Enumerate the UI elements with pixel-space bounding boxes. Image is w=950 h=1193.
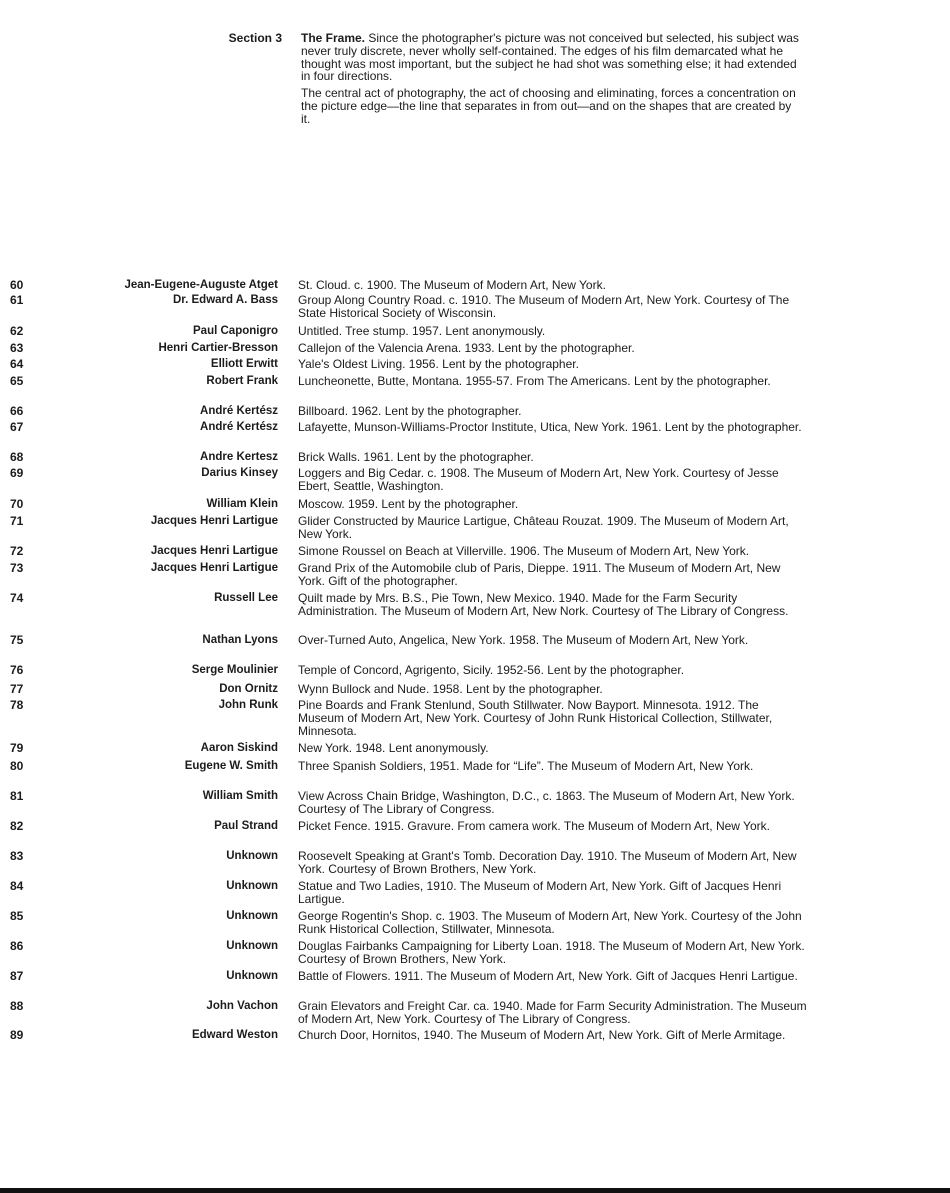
artist-name: Darius Kinsey (201, 467, 278, 479)
artist-name: Paul Caponigro (193, 325, 278, 337)
exhibit-description: Pine Boards and Frank Stenlund, South Stillwater. Now Bayport. Minnesota. 1912. The Museum of Modern Art, New York. Courtesy of John Runk Historical Collection, Stillwater, Minnesota. (298, 698, 773, 738)
section-intro (301, 32, 801, 130)
exhibit-description: Lafayette, Munson-Williams-Proctor Institute, Utica, New York. 1961. Lent by the photographer. (298, 420, 802, 434)
artist-name: Henri Cartier-Bresson (158, 342, 278, 354)
artist-name: Jean-Eugene-Auguste Atget (124, 279, 278, 291)
artist-name: Unknown (226, 940, 278, 952)
artist-name: Unknown (226, 850, 278, 862)
section-label: Section 3 (228, 31, 282, 45)
exhibit-number: 62 (10, 324, 24, 338)
exhibit-entry (0, 940, 950, 970)
exhibit-number: 70 (10, 497, 24, 511)
artist-name: Paul Strand (214, 820, 278, 832)
artist-name: Nathan Lyons (202, 634, 278, 646)
exhibit-entry (0, 880, 950, 910)
exhibit-description: Luncheonette, Butte, Montana. 1955-57. From The Americans. Lent by the photographer. (298, 374, 771, 388)
artist-name: Dr. Edward A. Bass (172, 294, 278, 306)
artist-name: Jacques Henri Lartigue (150, 545, 278, 557)
exhibit-description: Quilt made by Mrs. B.S., Pie Town, New Mexico. 1940. Made for the Farm Security Administration. The Museum of Modern Art, New Nork. Courtesy of The Library of Congress. (298, 591, 789, 618)
exhibit-description: View Across Chain Bridge, Washington, D.C., c. 1863. The Museum of Modern Art, New York. Courtesy of The Library of Congress. (298, 789, 795, 816)
exhibit-entry (0, 421, 950, 451)
exhibit-description: Temple of Concord, Agrigento, Sicily. 1952-56. Lent by the photographer. (298, 663, 685, 677)
artist-name: John Vachon (206, 1000, 278, 1012)
exhibit-description: Battle of Flowers. 1911. The Museum of Modern Art, New York. Gift of Jacques Henri Lartigue. (298, 969, 798, 983)
exhibit-entry (0, 294, 950, 324)
exhibit-description: Over-Turned Auto, Angelica, New York. 1958. The Museum of Modern Art, New York. (298, 633, 749, 647)
artist-name: André Kertész (200, 405, 278, 417)
artist-name: William Klein (206, 498, 278, 510)
exhibit-number: 67 (10, 420, 24, 434)
exhibit-number: 63 (10, 341, 24, 355)
exhibit-number: 81 (10, 789, 24, 803)
artist-name: Elliott Erwitt (210, 358, 278, 370)
exhibit-number: 68 (10, 450, 24, 464)
exhibit-number: 71 (10, 514, 24, 528)
exhibit-description: Douglas Fairbanks Campaigning for Liberty Loan. 1918. The Museum of Modern Art, New York. Courtesy of Brown Brothers, New York. (298, 939, 805, 966)
exhibit-number: 66 (10, 404, 24, 418)
artist-name: Aaron Siskind (200, 742, 278, 754)
intro-text-1: Since the photographer's picture was not conceived but selected, his subject was never truly discrete, never wholly self-contained. The edges of his film demarcated what he thought was most important, but the subject he had shot was something else; it had extended in four directions. (301, 31, 799, 84)
exhibit-number: 61 (10, 293, 24, 307)
exhibit-description: St. Cloud. c. 1900. The Museum of Modern Art, New York. (298, 278, 606, 292)
exhibit-entry (0, 820, 950, 850)
exhibit-description: Billboard. 1962. Lent by the photographer. (298, 404, 522, 418)
exhibit-number: 79 (10, 741, 24, 755)
exhibit-entry (0, 1029, 950, 1059)
exhibit-number: 82 (10, 819, 24, 833)
exhibit-description: Moscow. 1959. Lent by the photographer. (298, 497, 519, 511)
exhibit-entry (0, 375, 950, 405)
exhibit-description: Simone Roussel on Beach at Villerville. 1906. The Museum of Modern Art, New York. (298, 544, 750, 558)
artist-name: Unknown (226, 970, 278, 982)
exhibit-entry (0, 515, 950, 545)
artist-name: William Smith (202, 790, 278, 802)
exhibit-entry (0, 790, 950, 820)
exhibit-entry (0, 592, 950, 622)
exhibit-description: Loggers and Big Cedar. c. 1908. The Museum of Modern Art, New York. Courtesy of Jesse Ebert, Seattle, Washington. (298, 466, 779, 493)
artist-name: Serge Moulinier (191, 664, 278, 676)
exhibit-number: 72 (10, 544, 24, 558)
intro-paragraph-1 (301, 32, 801, 83)
exhibit-description: Roosevelt Speaking at Grant's Tomb. Decoration Day. 1910. The Museum of Modern Art, New York. Courtesy of Brown Brothers, New York. (298, 849, 797, 876)
exhibit-number: 86 (10, 939, 24, 953)
artist-name: Don Ornitz (219, 683, 278, 695)
artist-name: Unknown (226, 910, 278, 922)
exhibit-description: Grand Prix of the Automobile club of Paris, Dieppe. 1911. The Museum of Modern Art, New York. Gift of the photographer. (298, 561, 781, 588)
exhibit-number: 60 (10, 278, 24, 292)
exhibit-entry (0, 562, 950, 592)
artist-name: Unknown (226, 880, 278, 892)
exhibit-description: George Rogentin's Shop. c. 1903. The Museum of Modern Art, New York. Courtesy of the John Runk Historical Collection, Stillwater, Minnesota. (298, 909, 802, 936)
exhibit-number: 65 (10, 374, 24, 388)
artist-name: André Kertész (200, 421, 278, 433)
exhibit-number: 83 (10, 849, 24, 863)
exhibit-number: 64 (10, 357, 24, 371)
exhibit-number: 73 (10, 561, 24, 575)
exhibit-description: Brick Walls. 1961. Lent by the photographer. (298, 450, 534, 464)
intro-title: The Frame. (301, 31, 366, 45)
exhibit-description: Grain Elevators and Freight Car. ca. 1940. Made for Farm Security Administration. The Museum of Modern Art, New York. Courtesy of The Library of Congress. (298, 999, 807, 1026)
exhibit-description: Callejon of the Valencia Arena. 1933. Lent by the photographer. (298, 341, 635, 355)
artist-name: Edward Weston (191, 1029, 278, 1041)
exhibit-description: Group Along Country Road. c. 1910. The Museum of Modern Art, New York. Courtesy of The State Historical Society of Wisconsin. (298, 293, 790, 320)
exhibit-entry (0, 970, 950, 1000)
exhibit-number: 80 (10, 759, 24, 773)
exhibit-number: 77 (10, 682, 24, 696)
exhibit-entry (0, 910, 950, 940)
exhibit-description: Glider Constructed by Maurice Lartigue, Château Rouzat. 1909. The Museum of Modern Art, New York. (298, 514, 789, 541)
artist-name: Russell Lee (214, 592, 278, 604)
exhibit-description: New York. 1948. Lent anonymously. (298, 741, 489, 755)
exhibit-description: Three Spanish Soldiers, 1951. Made for “Life”. The Museum of Modern Art, New York. (298, 759, 754, 773)
exhibit-number: 69 (10, 466, 24, 480)
artist-name: Jacques Henri Lartigue (150, 515, 278, 527)
exhibit-entry (0, 698, 950, 738)
exhibit-number: 75 (10, 633, 24, 647)
exhibit-entry (0, 467, 950, 497)
exhibit-number: 74 (10, 591, 24, 605)
exhibit-number: 78 (10, 698, 24, 712)
artist-name: Andre Kertesz (200, 451, 278, 463)
exhibit-description: Untitled. Tree stump. 1957. Lent anonymously. (298, 324, 546, 338)
artist-name: Jacques Henri Lartigue (150, 562, 278, 574)
exhibit-number: 89 (10, 1028, 24, 1042)
exhibit-description: Church Door, Hornitos, 1940. The Museum of Modern Art, New York. Gift of Merle Armitage. (298, 1028, 786, 1042)
exhibit-number: 85 (10, 909, 24, 923)
artist-name: Eugene W. Smith (184, 760, 278, 772)
exhibit-number: 76 (10, 663, 24, 677)
exhibit-entry (0, 1000, 950, 1030)
exhibit-entry (0, 760, 950, 790)
exhibit-description: Yale's Oldest Living. 1956. Lent by the photographer. (298, 357, 579, 371)
artist-name: Robert Frank (206, 375, 278, 387)
exhibit-description: Picket Fence. 1915. Gravure. From camera work. The Museum of Modern Art, New York. (298, 819, 770, 833)
exhibit-entry (0, 634, 950, 664)
exhibit-number: 88 (10, 999, 24, 1013)
page-bottom-edge (0, 1188, 950, 1193)
artist-name: John Runk (218, 699, 278, 711)
exhibit-number: 84 (10, 879, 24, 893)
exhibit-number: 87 (10, 969, 24, 983)
exhibit-description: Statue and Two Ladies, 1910. The Museum of Modern Art, New York. Gift of Jacques Henri Lartigue. (298, 879, 782, 906)
intro-paragraph-2: The central act of photography, the act of choosing and eliminating, forces a concentration on the picture edge—the line that separates in from out—and on the shapes that are created by it. (301, 86, 796, 126)
exhibit-description: Wynn Bullock and Nude. 1958. Lent by the photographer. (298, 682, 603, 696)
exhibit-entry (0, 850, 950, 880)
